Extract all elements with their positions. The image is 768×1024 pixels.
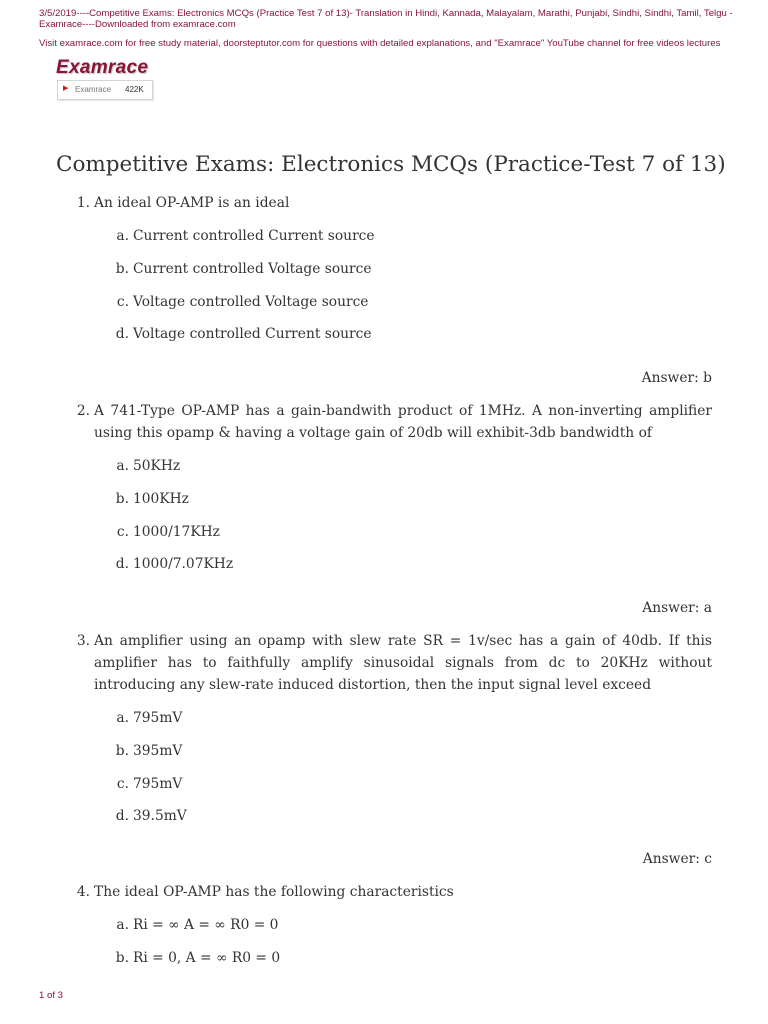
option-letter: d. [115, 808, 129, 824]
option-letter: a. [116, 458, 129, 474]
examrace-logo[interactable]: Examrace [56, 57, 149, 78]
option-letter: a. [116, 917, 129, 933]
youtube-channel-name: Examrace [75, 85, 112, 94]
option-letter: b. [115, 743, 129, 759]
youtube-subscriber-count: 422K [125, 85, 144, 94]
option-letter: c. [116, 524, 129, 540]
option-letter: b. [115, 261, 129, 277]
question-text: A 741-Type OP-AMP has a gain-bandwith product of 1MHz. A non-inverting amplifier using this opamp & having a voltage gain of 20db will exhibit-3db bandwidth of [94, 403, 712, 441]
promo-header: Visit examrace.com for free study material, doorsteptutor.com for questions with detailed explanations, and "Examrace" YouTube channel for free videos lectures [39, 38, 721, 49]
option-letter: c. [116, 776, 129, 792]
option-letter: d. [115, 326, 129, 342]
question-number: 4. [76, 884, 90, 900]
option-text: Current controlled Voltage source [133, 261, 372, 277]
option-letter: c. [116, 294, 129, 310]
option-text: Current controlled Current source [133, 228, 375, 244]
option-letter: a. [116, 228, 129, 244]
page-title: Competitive Exams: Electronics MCQs (Practice-Test 7 of 13) [56, 152, 726, 177]
option-text: 1000/7.07KHz [133, 556, 234, 572]
option-text: 39.5mV [133, 808, 187, 824]
option-letter: b. [115, 491, 129, 507]
youtube-play-icon: ▶ [63, 85, 69, 92]
option-text: Voltage controlled Current source [133, 326, 372, 342]
option-letter: b. [115, 950, 129, 966]
question-text: An ideal OP-AMP is an ideal [94, 195, 290, 211]
option-letter: a. [116, 710, 129, 726]
download-header: 3/5/2019----Competitive Exams: Electronics MCQs (Practice Test 7 of 13)- Translation in Hindi, Kannada, Malayalam, Marathi, Punjabi, Sindhi, Sindhi, Tamil, Telgu - Examrace----Downloaded from examrace.com [39, 8, 733, 30]
question-number: 3. [76, 633, 90, 649]
question-text: The ideal OP-AMP has the following characteristics [94, 884, 454, 900]
option-text: Ri = ∞ A = ∞ R0 = 0 [133, 917, 279, 933]
option-text: Ri = 0, A = ∞ R0 = 0 [133, 950, 281, 966]
option-text: 50KHz [133, 458, 181, 474]
option-text: 395mV [133, 743, 183, 759]
option-letter: d. [115, 556, 129, 572]
option-text: 1000/17KHz [133, 524, 220, 540]
question-text: An amplifier using an opamp with slew rate SR = 1v/sec has a gain of 40db. If this amplifier has to faithfully amplify sinusoidal signals from dc to 20KHz without introducing any slew-rate induced distortion, then the input signal level exceed [94, 633, 712, 693]
option-text: 795mV [133, 710, 183, 726]
answer-label: Answer: b [641, 370, 712, 386]
option-text: 100KHz [133, 491, 189, 507]
answer-label: Answer: c [642, 851, 712, 867]
question-number: 1. [76, 195, 90, 211]
page-counter: 1 of 3 [39, 990, 64, 1001]
question-number: 2. [76, 403, 90, 419]
answer-label: Answer: a [642, 600, 712, 616]
option-text: 795mV [133, 776, 183, 792]
youtube-subscribe-widget[interactable] [57, 80, 153, 100]
option-text: Voltage controlled Voltage source [133, 294, 369, 310]
